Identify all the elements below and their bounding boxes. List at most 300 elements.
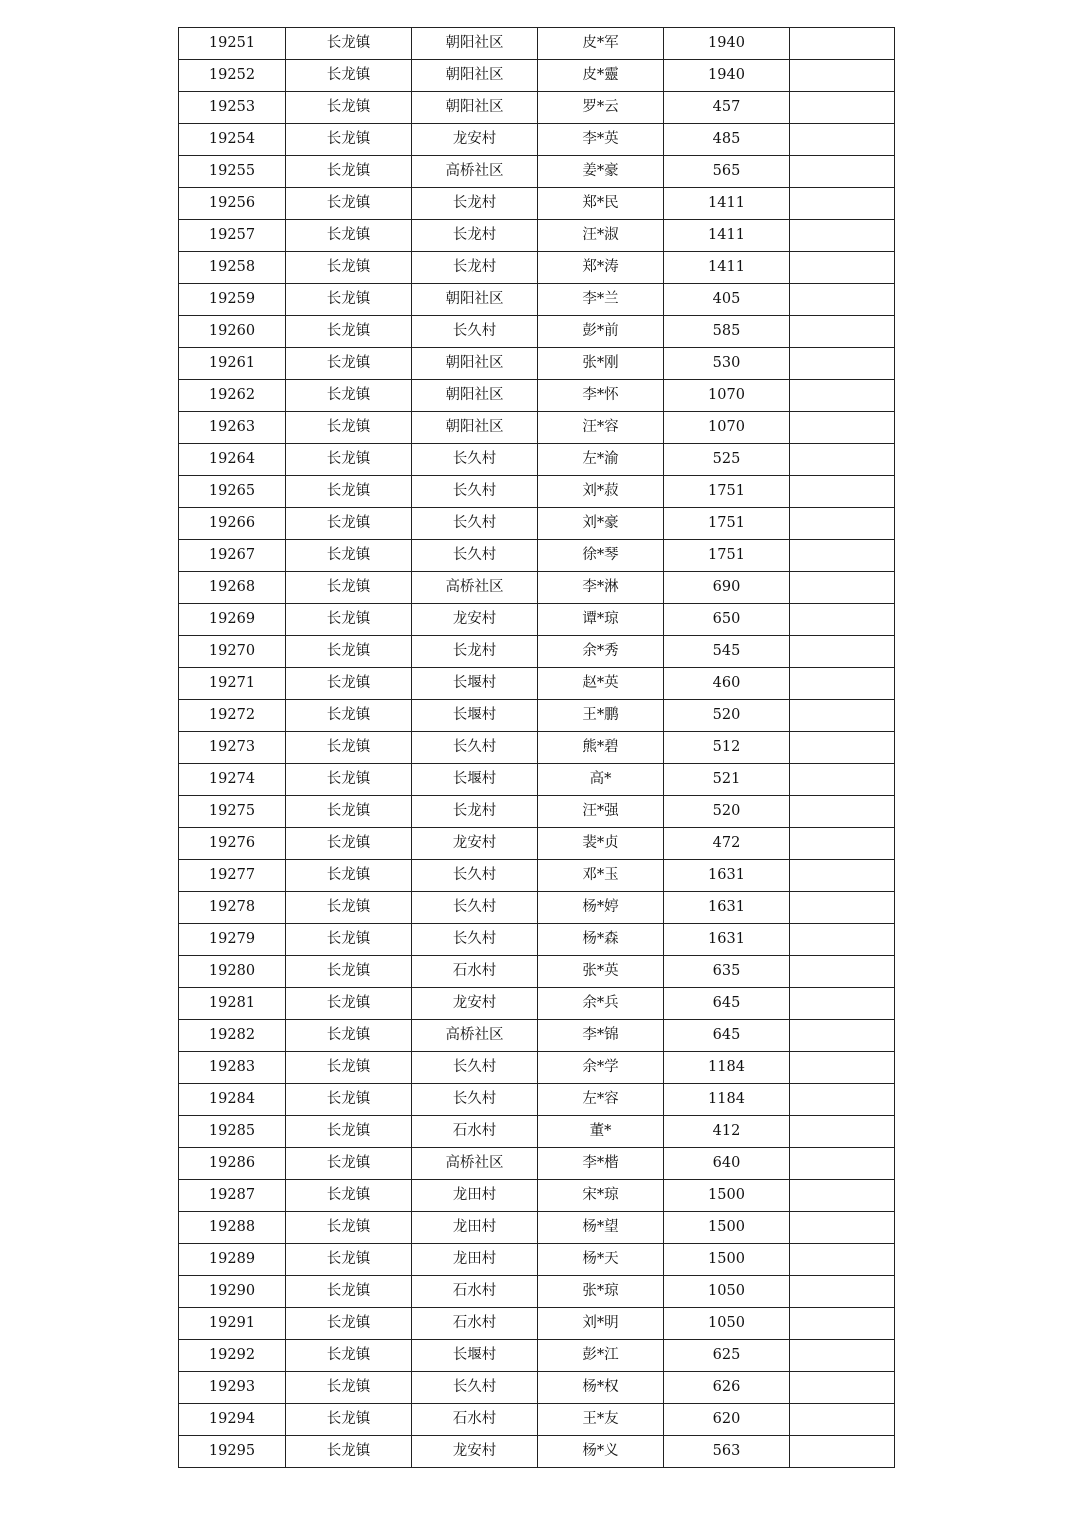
remark-cell	[790, 924, 895, 956]
amount-cell: 563	[664, 1436, 790, 1468]
table-row	[179, 92, 895, 124]
village-cell: 长久村	[412, 732, 538, 764]
village-cell: 朝阳社区	[412, 380, 538, 412]
amount-cell: 1050	[664, 1276, 790, 1308]
table-row	[179, 604, 895, 636]
town-cell: 长龙镇	[286, 1020, 412, 1052]
town-cell: 长龙镇	[286, 796, 412, 828]
serial-number-cell: 19272	[179, 700, 286, 732]
table-row	[179, 1116, 895, 1148]
serial-number-cell: 19258	[179, 252, 286, 284]
town-cell: 长龙镇	[286, 604, 412, 636]
roster-table	[178, 27, 895, 1468]
remark-cell	[790, 1436, 895, 1468]
town-cell: 长龙镇	[286, 1276, 412, 1308]
serial-number-cell: 19266	[179, 508, 286, 540]
remark-cell	[790, 1340, 895, 1372]
remark-cell	[790, 316, 895, 348]
serial-number-cell: 19256	[179, 188, 286, 220]
serial-number-cell: 19261	[179, 348, 286, 380]
amount-cell: 645	[664, 1020, 790, 1052]
serial-number-cell: 19260	[179, 316, 286, 348]
table-row	[179, 156, 895, 188]
remark-cell	[790, 284, 895, 316]
amount-cell: 545	[664, 636, 790, 668]
name-cell: 赵*英	[538, 668, 664, 700]
amount-cell: 690	[664, 572, 790, 604]
serial-number-cell: 19275	[179, 796, 286, 828]
table-row	[179, 476, 895, 508]
remark-cell	[790, 124, 895, 156]
village-cell: 龙安村	[412, 124, 538, 156]
name-cell: 余*秀	[538, 636, 664, 668]
town-cell: 长龙镇	[286, 1372, 412, 1404]
remark-cell	[790, 1052, 895, 1084]
table-row	[179, 764, 895, 796]
serial-number-cell: 19281	[179, 988, 286, 1020]
town-cell: 长龙镇	[286, 860, 412, 892]
name-cell: 张*刚	[538, 348, 664, 380]
remark-cell	[790, 1308, 895, 1340]
serial-number-cell: 19264	[179, 444, 286, 476]
remark-cell	[790, 28, 895, 60]
village-cell: 长久村	[412, 892, 538, 924]
town-cell: 长龙镇	[286, 284, 412, 316]
remark-cell	[790, 60, 895, 92]
village-cell: 长久村	[412, 1052, 538, 1084]
serial-number-cell: 19287	[179, 1180, 286, 1212]
village-cell: 朝阳社区	[412, 60, 538, 92]
amount-cell: 1940	[664, 28, 790, 60]
town-cell: 长龙镇	[286, 1436, 412, 1468]
amount-cell: 1411	[664, 220, 790, 252]
remark-cell	[790, 860, 895, 892]
remark-cell	[790, 636, 895, 668]
amount-cell: 520	[664, 796, 790, 828]
town-cell: 长龙镇	[286, 1180, 412, 1212]
village-cell: 朝阳社区	[412, 28, 538, 60]
table-row	[179, 1244, 895, 1276]
serial-number-cell: 19268	[179, 572, 286, 604]
name-cell: 郑*民	[538, 188, 664, 220]
serial-number-cell: 19292	[179, 1340, 286, 1372]
remark-cell	[790, 252, 895, 284]
serial-number-cell: 19277	[179, 860, 286, 892]
town-cell: 长龙镇	[286, 1308, 412, 1340]
name-cell: 杨*天	[538, 1244, 664, 1276]
serial-number-cell: 19291	[179, 1308, 286, 1340]
serial-number-cell: 19262	[179, 380, 286, 412]
town-cell: 长龙镇	[286, 732, 412, 764]
amount-cell: 405	[664, 284, 790, 316]
table-row	[179, 124, 895, 156]
village-cell: 长久村	[412, 1084, 538, 1116]
name-cell: 郑*涛	[538, 252, 664, 284]
serial-number-cell: 19263	[179, 412, 286, 444]
village-cell: 高桥社区	[412, 572, 538, 604]
remark-cell	[790, 956, 895, 988]
town-cell: 长龙镇	[286, 60, 412, 92]
remark-cell	[790, 444, 895, 476]
table-row	[179, 188, 895, 220]
name-cell: 董*	[538, 1116, 664, 1148]
town-cell: 长龙镇	[286, 1212, 412, 1244]
town-cell: 长龙镇	[286, 476, 412, 508]
town-cell: 长龙镇	[286, 924, 412, 956]
table-row	[179, 860, 895, 892]
village-cell: 长堰村	[412, 668, 538, 700]
town-cell: 长龙镇	[286, 700, 412, 732]
village-cell: 龙安村	[412, 1436, 538, 1468]
amount-cell: 650	[664, 604, 790, 636]
name-cell: 谭*琼	[538, 604, 664, 636]
village-cell: 龙安村	[412, 828, 538, 860]
village-cell: 长久村	[412, 540, 538, 572]
amount-cell: 1070	[664, 412, 790, 444]
table-row	[179, 572, 895, 604]
table-row	[179, 1180, 895, 1212]
table-row	[179, 1084, 895, 1116]
town-cell: 长龙镇	[286, 316, 412, 348]
remark-cell	[790, 1084, 895, 1116]
table-row	[179, 956, 895, 988]
amount-cell: 1411	[664, 252, 790, 284]
table-row	[179, 540, 895, 572]
serial-number-cell: 19267	[179, 540, 286, 572]
serial-number-cell: 19274	[179, 764, 286, 796]
village-cell: 朝阳社区	[412, 348, 538, 380]
name-cell: 王*鹏	[538, 700, 664, 732]
village-cell: 高桥社区	[412, 156, 538, 188]
table-row	[179, 1052, 895, 1084]
name-cell: 刘*菽	[538, 476, 664, 508]
amount-cell: 472	[664, 828, 790, 860]
amount-cell: 1070	[664, 380, 790, 412]
village-cell: 石水村	[412, 1308, 538, 1340]
serial-number-cell: 19285	[179, 1116, 286, 1148]
serial-number-cell: 19273	[179, 732, 286, 764]
town-cell: 长龙镇	[286, 1052, 412, 1084]
amount-cell: 1751	[664, 540, 790, 572]
remark-cell	[790, 828, 895, 860]
town-cell: 长龙镇	[286, 636, 412, 668]
amount-cell: 1631	[664, 924, 790, 956]
remark-cell	[790, 572, 895, 604]
remark-cell	[790, 508, 895, 540]
table-row	[179, 1340, 895, 1372]
remark-cell	[790, 1276, 895, 1308]
name-cell: 姜*豪	[538, 156, 664, 188]
town-cell: 长龙镇	[286, 956, 412, 988]
remark-cell	[790, 92, 895, 124]
amount-cell: 1500	[664, 1180, 790, 1212]
name-cell: 裴*贞	[538, 828, 664, 860]
amount-cell: 512	[664, 732, 790, 764]
village-cell: 长堰村	[412, 1340, 538, 1372]
amount-cell: 626	[664, 1372, 790, 1404]
name-cell: 杨*义	[538, 1436, 664, 1468]
village-cell: 朝阳社区	[412, 412, 538, 444]
table-row	[179, 1276, 895, 1308]
name-cell: 余*学	[538, 1052, 664, 1084]
village-cell: 龙安村	[412, 988, 538, 1020]
town-cell: 长龙镇	[286, 1116, 412, 1148]
remark-cell	[790, 412, 895, 444]
table-row	[179, 1308, 895, 1340]
serial-number-cell: 19288	[179, 1212, 286, 1244]
table-row	[179, 284, 895, 316]
village-cell: 石水村	[412, 956, 538, 988]
village-cell: 长龙村	[412, 636, 538, 668]
name-cell: 彭*前	[538, 316, 664, 348]
village-cell: 高桥社区	[412, 1020, 538, 1052]
serial-number-cell: 19289	[179, 1244, 286, 1276]
village-cell: 石水村	[412, 1116, 538, 1148]
remark-cell	[790, 1404, 895, 1436]
name-cell: 彭*江	[538, 1340, 664, 1372]
serial-number-cell: 19254	[179, 124, 286, 156]
table-row	[179, 1436, 895, 1468]
amount-cell: 1631	[664, 892, 790, 924]
serial-number-cell: 19253	[179, 92, 286, 124]
name-cell: 罗*云	[538, 92, 664, 124]
table-row	[179, 1148, 895, 1180]
table-row	[179, 380, 895, 412]
village-cell: 长久村	[412, 924, 538, 956]
town-cell: 长龙镇	[286, 1244, 412, 1276]
table-row	[179, 1372, 895, 1404]
serial-number-cell: 19278	[179, 892, 286, 924]
serial-number-cell: 19257	[179, 220, 286, 252]
name-cell: 余*兵	[538, 988, 664, 1020]
town-cell: 长龙镇	[286, 1404, 412, 1436]
village-cell: 朝阳社区	[412, 284, 538, 316]
name-cell: 张*英	[538, 956, 664, 988]
village-cell: 龙田村	[412, 1212, 538, 1244]
serial-number-cell: 19255	[179, 156, 286, 188]
name-cell: 李*怀	[538, 380, 664, 412]
remark-cell	[790, 892, 895, 924]
name-cell: 皮*靈	[538, 60, 664, 92]
name-cell: 张*琼	[538, 1276, 664, 1308]
town-cell: 长龙镇	[286, 220, 412, 252]
table-row	[179, 732, 895, 764]
table-row	[179, 828, 895, 860]
serial-number-cell: 19269	[179, 604, 286, 636]
amount-cell: 625	[664, 1340, 790, 1372]
village-cell: 长久村	[412, 476, 538, 508]
serial-number-cell: 19283	[179, 1052, 286, 1084]
town-cell: 长龙镇	[286, 828, 412, 860]
name-cell: 汪*淑	[538, 220, 664, 252]
amount-cell: 457	[664, 92, 790, 124]
remark-cell	[790, 540, 895, 572]
table-row	[179, 60, 895, 92]
amount-cell: 1050	[664, 1308, 790, 1340]
table-row	[179, 252, 895, 284]
name-cell: 左*渝	[538, 444, 664, 476]
amount-cell: 412	[664, 1116, 790, 1148]
name-cell: 李*锦	[538, 1020, 664, 1052]
amount-cell: 635	[664, 956, 790, 988]
village-cell: 石水村	[412, 1404, 538, 1436]
amount-cell: 645	[664, 988, 790, 1020]
amount-cell: 1500	[664, 1212, 790, 1244]
town-cell: 长龙镇	[286, 892, 412, 924]
name-cell: 邓*玉	[538, 860, 664, 892]
town-cell: 长龙镇	[286, 1148, 412, 1180]
name-cell: 杨*望	[538, 1212, 664, 1244]
amount-cell: 1751	[664, 476, 790, 508]
table-row	[179, 412, 895, 444]
table-row	[179, 220, 895, 252]
remark-cell	[790, 1372, 895, 1404]
serial-number-cell: 19284	[179, 1084, 286, 1116]
town-cell: 长龙镇	[286, 92, 412, 124]
town-cell: 长龙镇	[286, 572, 412, 604]
amount-cell: 485	[664, 124, 790, 156]
serial-number-cell: 19276	[179, 828, 286, 860]
village-cell: 朝阳社区	[412, 92, 538, 124]
name-cell: 李*英	[538, 124, 664, 156]
amount-cell: 521	[664, 764, 790, 796]
name-cell: 高*	[538, 764, 664, 796]
table-row	[179, 508, 895, 540]
table-row	[179, 1020, 895, 1052]
remark-cell	[790, 1212, 895, 1244]
village-cell: 长龙村	[412, 220, 538, 252]
table-row	[179, 444, 895, 476]
town-cell: 长龙镇	[286, 124, 412, 156]
remark-cell	[790, 796, 895, 828]
table-row	[179, 700, 895, 732]
name-cell: 汪*强	[538, 796, 664, 828]
amount-cell: 1184	[664, 1052, 790, 1084]
village-cell: 龙田村	[412, 1180, 538, 1212]
serial-number-cell: 19270	[179, 636, 286, 668]
serial-number-cell: 19280	[179, 956, 286, 988]
table-row	[179, 28, 895, 60]
name-cell: 王*友	[538, 1404, 664, 1436]
amount-cell: 1631	[664, 860, 790, 892]
table-row	[179, 796, 895, 828]
amount-cell: 1184	[664, 1084, 790, 1116]
village-cell: 高桥社区	[412, 1148, 538, 1180]
name-cell: 杨*权	[538, 1372, 664, 1404]
remark-cell	[790, 732, 895, 764]
serial-number-cell: 19259	[179, 284, 286, 316]
table-row	[179, 636, 895, 668]
village-cell: 长龙村	[412, 252, 538, 284]
amount-cell: 565	[664, 156, 790, 188]
amount-cell: 520	[664, 700, 790, 732]
name-cell: 刘*明	[538, 1308, 664, 1340]
town-cell: 长龙镇	[286, 380, 412, 412]
village-cell: 长久村	[412, 316, 538, 348]
remark-cell	[790, 188, 895, 220]
town-cell: 长龙镇	[286, 188, 412, 220]
table-row	[179, 316, 895, 348]
amount-cell: 1411	[664, 188, 790, 220]
village-cell: 长堰村	[412, 700, 538, 732]
amount-cell: 1940	[664, 60, 790, 92]
town-cell: 长龙镇	[286, 28, 412, 60]
serial-number-cell: 19294	[179, 1404, 286, 1436]
table-row	[179, 668, 895, 700]
serial-number-cell: 19286	[179, 1148, 286, 1180]
town-cell: 长龙镇	[286, 1340, 412, 1372]
name-cell: 杨*婷	[538, 892, 664, 924]
town-cell: 长龙镇	[286, 540, 412, 572]
amount-cell: 460	[664, 668, 790, 700]
remark-cell	[790, 1148, 895, 1180]
amount-cell: 640	[664, 1148, 790, 1180]
name-cell: 李*楷	[538, 1148, 664, 1180]
town-cell: 长龙镇	[286, 764, 412, 796]
serial-number-cell: 19265	[179, 476, 286, 508]
remark-cell	[790, 988, 895, 1020]
name-cell: 汪*容	[538, 412, 664, 444]
name-cell: 李*兰	[538, 284, 664, 316]
town-cell: 长龙镇	[286, 1084, 412, 1116]
serial-number-cell: 19295	[179, 1436, 286, 1468]
table-row	[179, 988, 895, 1020]
table-row	[179, 892, 895, 924]
remark-cell	[790, 1244, 895, 1276]
town-cell: 长龙镇	[286, 668, 412, 700]
name-cell: 李*淋	[538, 572, 664, 604]
table-row	[179, 1404, 895, 1436]
table-row	[179, 924, 895, 956]
amount-cell: 585	[664, 316, 790, 348]
village-cell: 长久村	[412, 444, 538, 476]
amount-cell: 1500	[664, 1244, 790, 1276]
remark-cell	[790, 668, 895, 700]
town-cell: 长龙镇	[286, 412, 412, 444]
serial-number-cell: 19293	[179, 1372, 286, 1404]
village-cell: 长久村	[412, 1372, 538, 1404]
town-cell: 长龙镇	[286, 252, 412, 284]
remark-cell	[790, 476, 895, 508]
town-cell: 长龙镇	[286, 988, 412, 1020]
name-cell: 左*容	[538, 1084, 664, 1116]
remark-cell	[790, 700, 895, 732]
village-cell: 长龙村	[412, 796, 538, 828]
remark-cell	[790, 604, 895, 636]
roster-table-body	[179, 28, 895, 1468]
name-cell: 杨*森	[538, 924, 664, 956]
name-cell: 熊*碧	[538, 732, 664, 764]
name-cell: 宋*琼	[538, 1180, 664, 1212]
name-cell: 刘*豪	[538, 508, 664, 540]
serial-number-cell: 19282	[179, 1020, 286, 1052]
table-row	[179, 348, 895, 380]
serial-number-cell: 19279	[179, 924, 286, 956]
village-cell: 龙安村	[412, 604, 538, 636]
name-cell: 皮*军	[538, 28, 664, 60]
remark-cell	[790, 1180, 895, 1212]
remark-cell	[790, 156, 895, 188]
village-cell: 石水村	[412, 1276, 538, 1308]
remark-cell	[790, 1020, 895, 1052]
town-cell: 长龙镇	[286, 444, 412, 476]
remark-cell	[790, 348, 895, 380]
serial-number-cell: 19251	[179, 28, 286, 60]
remark-cell	[790, 380, 895, 412]
town-cell: 长龙镇	[286, 348, 412, 380]
serial-number-cell: 19271	[179, 668, 286, 700]
remark-cell	[790, 220, 895, 252]
